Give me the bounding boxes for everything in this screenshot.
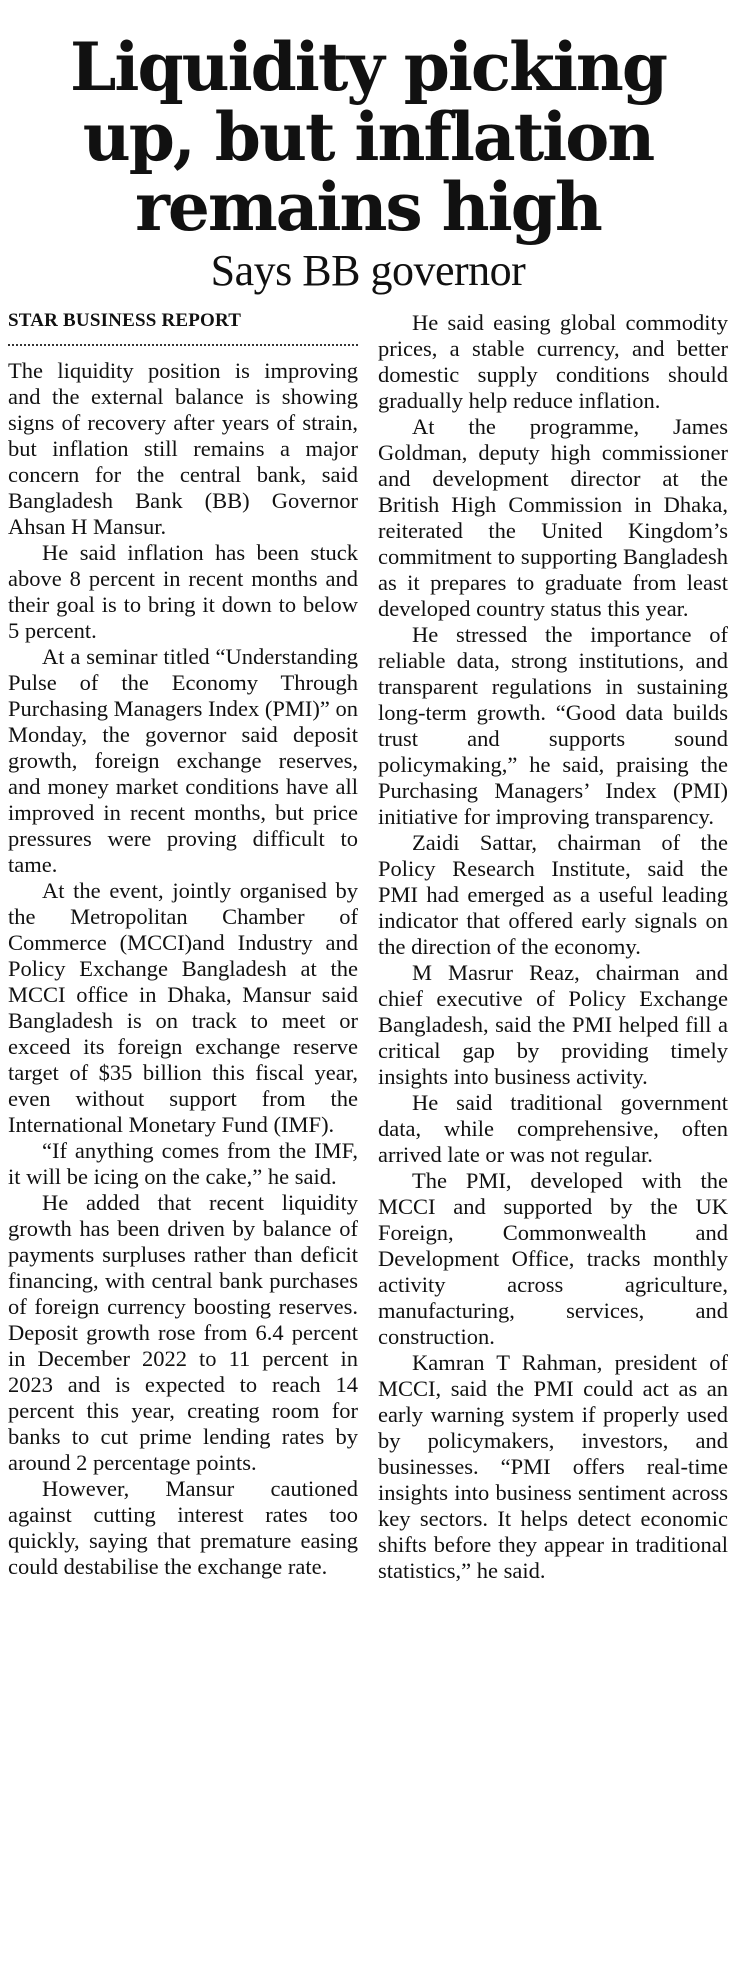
paragraph: He said easing global commodity prices, a stable currency, and better domestic supply conditions should gradually help reduce inflation.: [378, 310, 728, 413]
headline-line-3: remains high: [135, 168, 601, 246]
paragraph: The PMI, developed with the MCCI and supported by the UK Foreign, Commonwealth and Development Office, tracks monthly activity across agriculture, manufacturing, services, and construction.: [378, 1168, 728, 1349]
paragraph: He said inflation has been stuck above 8 percent in recent months and their goal is to bring it down to below 5 percent.: [8, 540, 358, 643]
column-right: [378, 310, 728, 1870]
article-body: [8, 310, 728, 1870]
paragraph: The liquidity position is improving and the external balance is showing signs of recovery after years of strain, but inflation still remains a major concern for the central bank, said Bangladesh Bank (BB) Governor Ahsan H Mansur.: [8, 358, 358, 539]
paragraph: At the event, jointly organised by the Metropolitan Chamber of Commerce (MCCI)and Industry and Policy Exchange Bangladesh at the MCCI office in Dhaka, Mansur said Bangladesh is on track to meet or exceed its foreign exchange reserve target of $35 billion this fiscal year, even without support from the International Monetary Fund (IMF).: [8, 878, 358, 1137]
paragraph: He stressed the importance of reliable data, strong institutions, and transparent regulations in sustaining long-term growth. “Good data builds trust and supports sound policymaking,” he said, praising the Purchasing Managers’ Index (PMI) initiative for improving transparency.: [378, 622, 728, 829]
paragraph: However, Mansur cautioned against cutting interest rates too quickly, saying that premature easing could destabilise the exchange rate.: [8, 1476, 358, 1579]
paragraph: He added that recent liquidity growth has been driven by balance of payments surpluses rather than deficit financing, with central bank purchases of foreign currency boosting reserves. Deposit growth rose from 6.4 percent in December 2022 to 11 percent in 2023 and is expected to reach 14 percent this year, creating room for banks to cut prime lending rates by around 2 percentage points.: [8, 1190, 358, 1475]
byline: STAR BUSINESS REPORT: [8, 310, 358, 346]
paragraph: Zaidi Sattar, chairman of the Policy Research Institute, said the PMI had emerged as a useful leading indicator that offered early signals on the direction of the economy.: [378, 830, 728, 959]
paragraph: At the programme, James Goldman, deputy high commissioner and development director at the British High Commission in Dhaka, reiterated the United Kingdom’s commitment to supporting Bangladesh as it prepares to graduate from least developed country status this year.: [378, 414, 728, 621]
paragraph: At a seminar titled “Understanding Pulse of the Economy Through Purchasing Managers Index (PMI)” on Monday, the governor said deposit growth, foreign exchange reserves, and money market conditions have all improved in recent months, but price pressures were proving difficult to tame.: [8, 644, 358, 877]
subheadline: Says BB governor: [210, 246, 526, 295]
paragraph: He said traditional government data, while comprehensive, often arrived late or was not regular.: [378, 1090, 728, 1167]
headline: [8, 28, 728, 246]
column-left: [8, 310, 358, 1870]
paragraph: M Masrur Reaz, chairman and chief executive of Policy Exchange Bangladesh, said the PMI helped fill a critical gap by providing timely insights into business activity.: [378, 960, 728, 1089]
headline-line-2: up, but inflation: [82, 98, 654, 176]
newspaper-article: [0, 28, 736, 1971]
headline-line-1: Liquidity picking: [69, 28, 667, 106]
paragraph: “If anything comes from the IMF, it will be icing on the cake,” he said.: [8, 1138, 358, 1189]
paragraph: Kamran T Rahman, president of MCCI, said the PMI could act as an early warning system if properly used by policymakers, investors, and businesses. “PMI offers real-time insights into business sentiment across key sectors. It helps detect economic shifts before they appear in traditional statistics,” he said.: [378, 1350, 728, 1583]
